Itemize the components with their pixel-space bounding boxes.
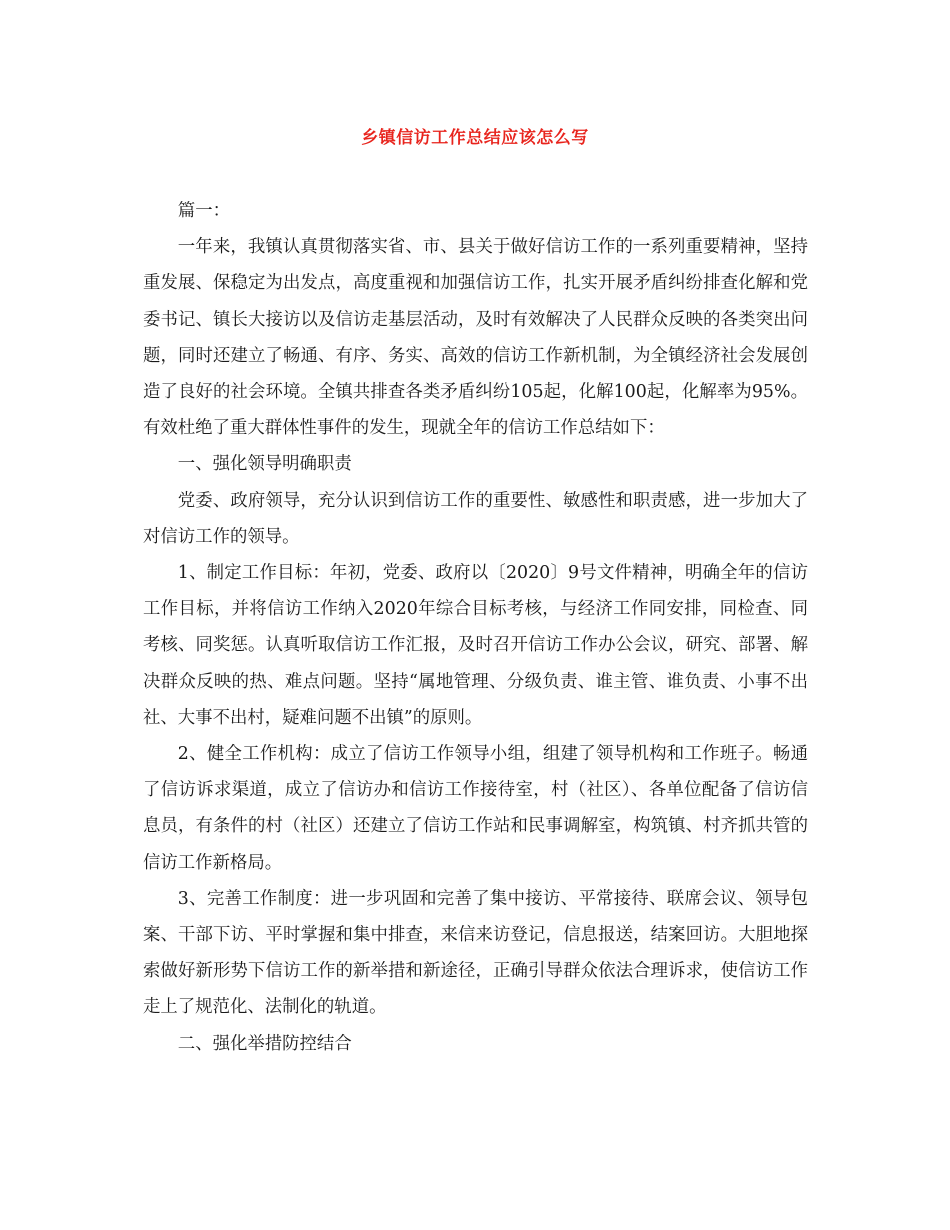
paragraph-item-1: 1、制定工作目标：年初，党委、政府以〔2020〕9号文件精神，明确全年的信访工作目标，并将信访工作纳入2020年综合目标考核，与经济工作同安排，同检查、同考核、同奖惩。认真听取信访工作汇报，及时召开信访工作办公会议，研究、部署、解决群众反映的热、难点问题。坚持“属地管理、分级负责、谁主管、谁负责、小事不出社、大事不出村，疑难问题不出镇”的原则。 [143,563,808,728]
paragraph-intro: 一年来，我镇认真贯彻落实省、市、县关于做好信访工作的一系列重要精神，坚持重发展、保稳定为出发点，高度重视和加强信访工作，扎实开展矛盾纠纷排查化解和党委书记、镇长大接访以及信访走基层活动，及时有效解决了人民群众反映的各类突出问题，同时还建立了畅通、有序、务实、高效的信访工作新机制，为全镇经济社会发展创造了良好的社会环境。全镇共排查各类矛盾纠纷105起，化解100起，化解率为95%。有效杜绝了重大群体性事件的发生，现就全年的信访工作总结如下： [143,237,808,439]
paragraph-leadership: 党委、政府领导，充分认识到信访工作的重要性、敏感性和职责感，进一步加大了对信访工作的领导。 [143,490,808,547]
heading-section-2: 二、强化举措防控结合 [177,1033,352,1054]
paragraph-section-label: 篇一： [177,201,230,221]
paragraph-item-3: 3、完善工作制度：进一步巩固和完善了集中接访、平常接待、联席会议、领导包案、干部下访、平时掌握和集中排查，来信来访登记，信息报送，结案回访。大胆地探索做好新形势下信访工作的新举措和新途径，正确引导群众依法合理诉求，使信访工作走上了规范化、法制化的轨道。 [143,888,808,1018]
document-body [143,193,808,1062]
paragraph-item-2: 2、健全工作机构：成立了信访工作领导小组，组建了领导机构和工作班子。畅通了信访诉求渠道，成立了信访办和信访工作接待室，村（社区）、各单位配备了信访信息员，有条件的村（社区）还建立了信访工作站和民事调解室，构筑镇、村齐抓共管的信访工作新格局。 [143,744,808,873]
document-title: 乡镇信访工作总结应该怎么写 [361,128,589,148]
heading-section-1: 一、强化领导明确职责 [177,454,352,475]
